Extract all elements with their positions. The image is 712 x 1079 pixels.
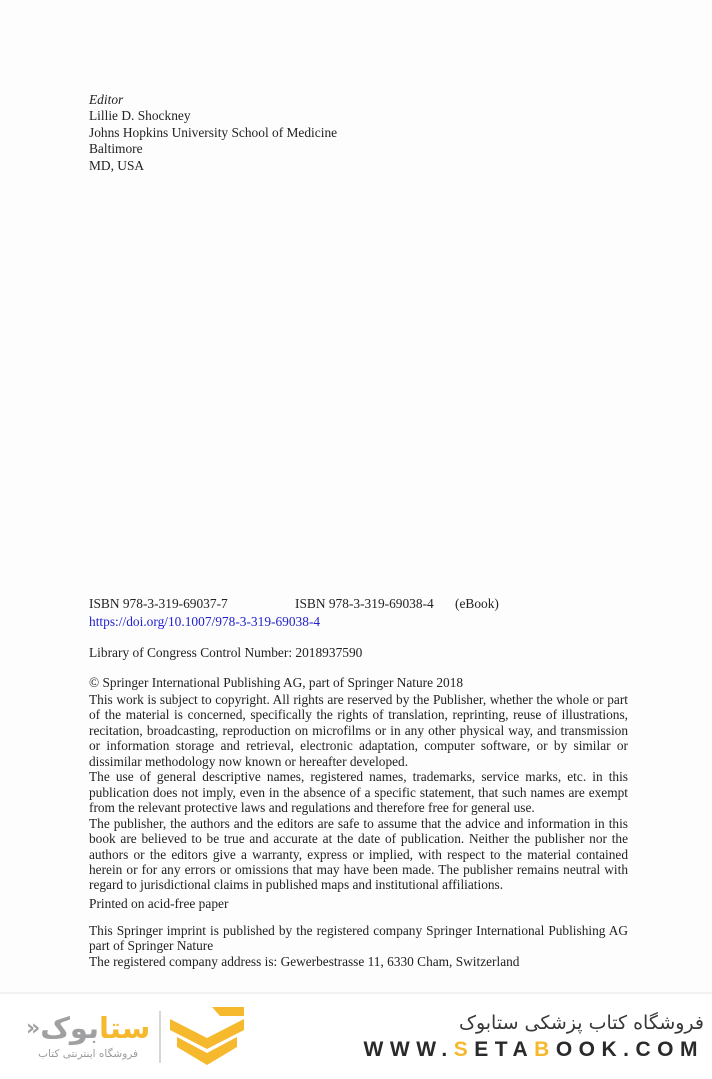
doi-link[interactable]: https://doi.org/10.1007/978-3-319-69038-4: [89, 614, 321, 629]
isbn-ebook: ISBN 978-3-319-69038-4: [295, 596, 434, 611]
setabook-banner: [0, 992, 712, 1079]
imprint-line: This Springer imprint is published by the registered company Springer International Publishing AG part of Springer Nature: [89, 923, 628, 954]
url-segment: ETA: [474, 1038, 535, 1062]
logo-divider: [159, 1011, 161, 1063]
wordmark-yellow-part: ستا: [98, 1011, 151, 1046]
url-segment-accent: B: [534, 1038, 556, 1062]
setabook-banner-text: [364, 1011, 712, 1063]
editor-name: Lillie D. Shockney: [89, 108, 191, 124]
printed-note: Printed on acid-free paper: [89, 896, 229, 911]
ebook-label: (eBook): [455, 596, 499, 611]
isbn-row: [89, 595, 628, 613]
copyright-paragraph-1: This work is subject to copyright. All rights are reserved by the Publisher, whether the whole or part of the material is concerned, specifically the rights of translation, reprinting, reuse of illustrations, recitation, broadcasting, reproduction on microfilms or in any other physical way, and transmission or information storage and retrieval, electronic adaptation, computer software, or by similar or dissimilar methodology now known or hereafter developed.: [89, 692, 628, 769]
guillemet-icon: «: [26, 1016, 41, 1042]
setabook-wordmark-text: [26, 1011, 151, 1046]
copyright-paragraph-3: The publisher, the authors and the editors are safe to assume that the advice and information in this book are believed to be true and accurate at the date of publication. Neither the publisher nor the authors or the editors give a warranty, express or implied, with respect to the material contained herein or for any errors or omissions that may have been made. The publisher remains neutral with regard to jurisdictional claims in published maps and institutional affiliations.: [89, 815, 628, 893]
editor-region: MD, USA: [89, 157, 145, 173]
copyright-line: © Springer International Publishing AG, part of Springer Nature 2018: [89, 675, 464, 690]
isbn-block: [89, 595, 628, 631]
url-segment-accent: S: [453, 1038, 475, 1062]
imprint-block: [89, 923, 628, 969]
url-segment: WWW.: [363, 1038, 454, 1062]
editor-label: Editor: [89, 92, 124, 107]
store-title: فروشگاه کتاب پزشکی ستابوک: [458, 1011, 704, 1034]
wordmark-gray-part: بوک: [40, 1011, 99, 1046]
imprint-address: The registered company address is: Gewerbestrasse 11, 6330 Cham, Switzerland: [89, 953, 520, 969]
logo-tagline: فروشگاه اینترنتی کتاب: [38, 1047, 139, 1060]
copyright-paragraph-2: The use of general descriptive names, registered names, trademarks, service marks, etc. in this publication does not imply, even in the absence of a specific statement, that such names are exempt from the relevant protective laws and regulations and therefore free for general use.: [89, 769, 628, 816]
editor-city: Baltimore: [89, 141, 143, 157]
website-url: [364, 1038, 704, 1062]
editor-block: [89, 92, 628, 174]
chevron-emblem-icon: [170, 1007, 244, 1067]
url-segment: OOK.COM: [555, 1038, 704, 1062]
setabook-wordmark: [26, 1013, 150, 1059]
copyright-block: [89, 674, 628, 893]
loc-number: Library of Congress Control Number: 2018937590: [89, 645, 363, 660]
isbn-print: ISBN 978-3-319-69037-7: [89, 596, 228, 611]
setabook-logo: [0, 1007, 244, 1067]
editor-affiliation: Johns Hopkins University School of Medicine: [89, 124, 338, 140]
